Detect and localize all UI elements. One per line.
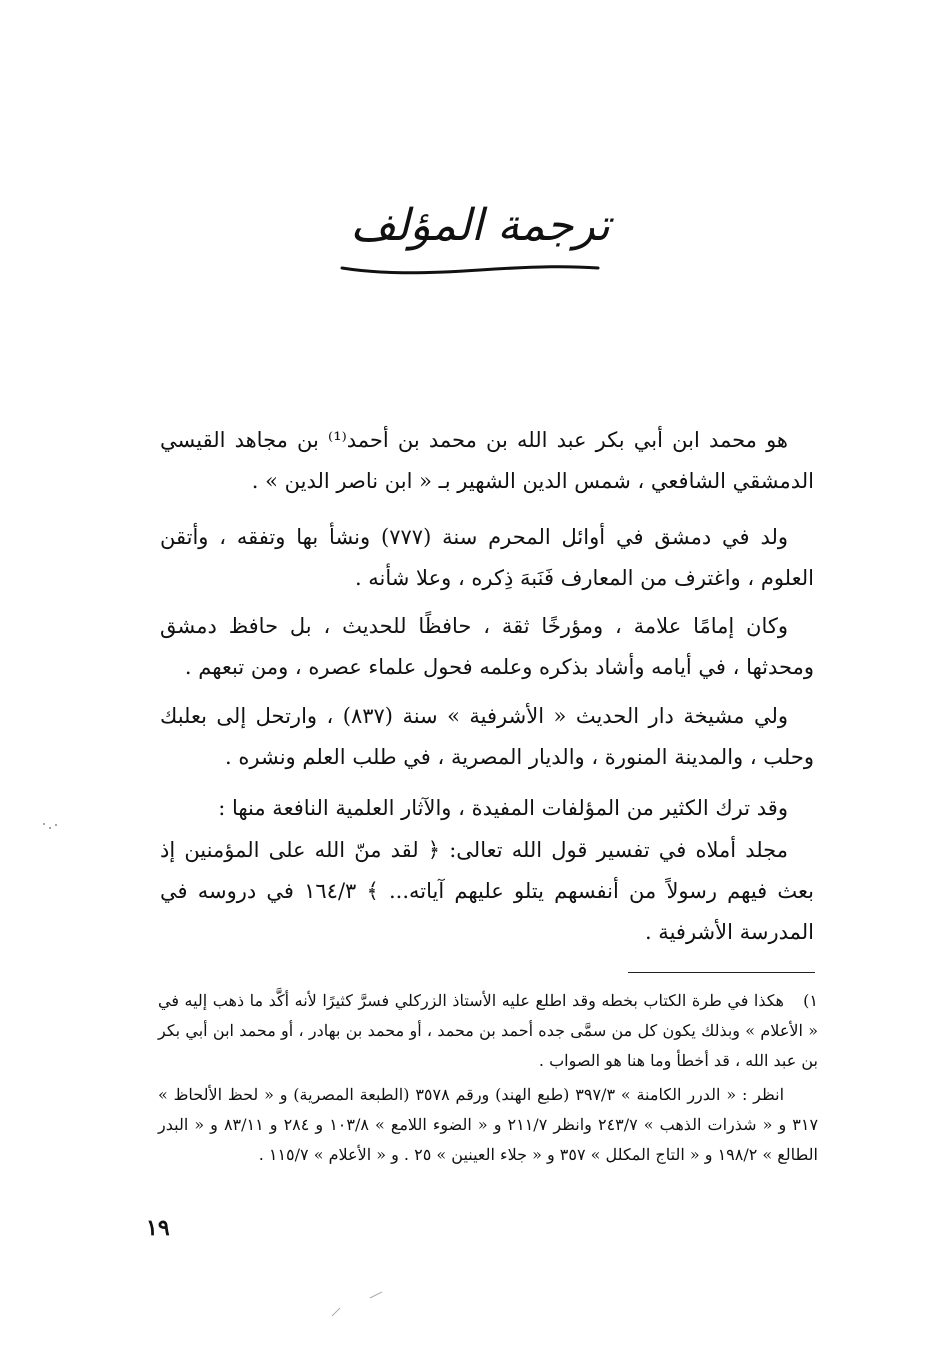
- footnote-2: [158, 1080, 818, 1170]
- chapter-heading: [330, 200, 630, 280]
- title-swash-ornament: [340, 258, 600, 278]
- paragraph-1: [160, 420, 814, 502]
- footnote-1: [158, 986, 818, 1076]
- footnotes: [158, 986, 818, 1170]
- chapter-title: ترجمة المؤلف: [350, 200, 610, 251]
- paragraph-2: [160, 517, 814, 599]
- paragraph-4: [160, 696, 814, 778]
- footnote-2-text: انظر : « الدرر الكامنة » ٣٩٧/٣ (طبع الهند) ورقم ٣٥٧٨ (الطبعة المصرية) و « لحظ الألحاظ » ٣١٧ و « شذرات الذهب » ٢٤٣/٧ وانظر ٢١١/٧ و « الضوء اللامع » ١٠٣/٨ و ٢٨٤ و ٨٣/١١ و « البدر الطالع » ١٩٨/٢ و « التاج المكلل » ٣٥٧ و « جلاء العينين » ٢٥ . و « الأعلام » ١١٥/٧ .: [158, 1085, 819, 1164]
- paragraph-6: [160, 830, 814, 953]
- paragraph-3-text: وكان إمامًا علامة ، ومؤرخًا ثقة ، حافظًا للحديث ، بل حافظ دمشق ومحدثها ، في أيامه وأشاد بذكره وعلمه فحول علماء عصره ، ومن تبعهم .: [160, 614, 814, 679]
- paragraph-1-text: هو محمد ابن أبي بكر عبد الله بن محمد بن أحمد⁽¹⁾ بن مجاهد القيسي الدمشقي الشافعي ، شمس الدين الشهير بـ « ابن ناصر الدين » .: [160, 428, 814, 493]
- scan-speck: [40, 820, 60, 840]
- paragraph-6-text: مجلد أملاه في تفسير قول الله تعالى: ﴿ لقد منّ الله على المؤمنين إذ بعث فيهم رسولاً من أنفسهم يتلو عليهم آياته... ﴾ ١٦٤/٣ في دروسه في المدرسة الأشرفية .: [160, 838, 814, 944]
- paragraph-5: [160, 788, 814, 829]
- scan-speck: [330, 1290, 390, 1320]
- footnote-separator: [628, 972, 815, 973]
- footnote-1-text: هكذا في طرة الكتاب بخطه وقد اطلع عليه الأستاذ الزركلي فسرَّ كثيرًا لأنه أكَّد ما ذهب إليه في « الأعلام » وبذلك يكون كل من سمَّى جده أحمد بن محمد ، أو محمد بن بهادر ، أو محمد ابن أبي بكر بن عبد الله ، قد أخطأ وما هنا هو الصواب .: [158, 991, 818, 1070]
- footnote-1-number: ١): [803, 991, 818, 1010]
- page-number: ١٩: [146, 1215, 170, 1241]
- paragraph-5-text: وقد ترك الكثير من المؤلفات المفيدة ، والآثار العلمية النافعة منها :: [218, 796, 788, 820]
- paragraph-4-text: ولي مشيخة دار الحديث « الأشرفية » سنة (٨٣٧) ، وارتحل إلى بعلبك وحلب ، والمدينة المنورة ، والديار المصرية ، في طلب العلم ونشره .: [160, 704, 814, 769]
- paragraph-3: [160, 606, 814, 688]
- paragraph-2-text: ولد في دمشق في أوائل المحرم سنة (٧٧٧) ونشأ بها وتفقه ، وأتقن العلوم ، واغترف من المعارف فَنَبهَ ذِكره ، وعلا شأنه .: [160, 525, 814, 590]
